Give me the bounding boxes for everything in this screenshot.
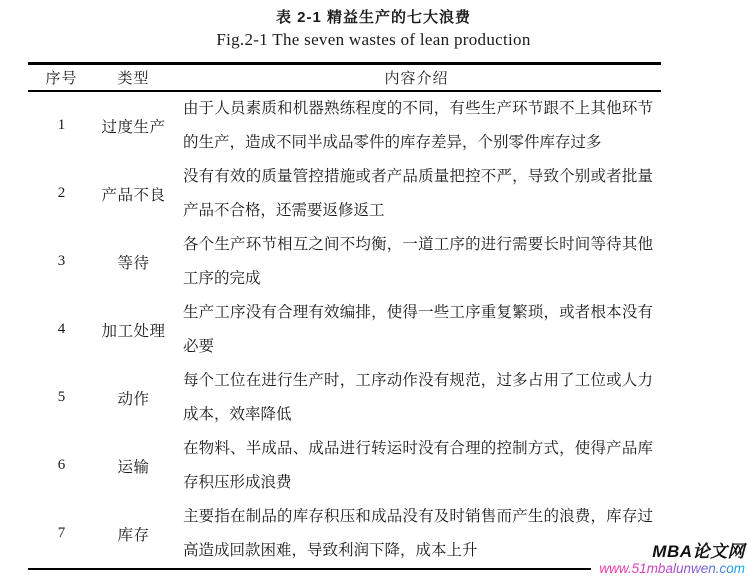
waste-type: 运输	[117, 458, 150, 476]
table-row	[28, 296, 661, 364]
waste-type: 库存	[117, 526, 150, 544]
table-header-row	[28, 64, 661, 91]
table-row	[28, 160, 661, 228]
header-type: 类型	[95, 64, 172, 91]
watermark-site-url: www.51mbalunwen.com	[599, 561, 745, 576]
waste-type: 加工处理	[101, 322, 166, 340]
row-number: 7	[57, 525, 66, 541]
waste-type: 过度生产	[101, 118, 166, 136]
row-number: 5	[57, 389, 66, 405]
waste-description: 各个生产环节相互之间不均衡，一道工序的进行需要长时间等待其他工序的完成	[183, 235, 653, 287]
row-number: 2	[57, 185, 66, 201]
table-row	[28, 91, 661, 160]
table-title-english: Fig.2-1 The seven wastes of lean production	[216, 30, 531, 49]
table-row	[28, 228, 661, 296]
waste-type: 动作	[117, 390, 150, 408]
table-row	[28, 432, 661, 500]
header-description: 内容介绍	[172, 64, 661, 91]
waste-description: 每个工位在进行生产时，工序动作没有规范，过多占用了工位或人力成本，效率降低	[183, 371, 653, 423]
row-number: 1	[57, 117, 66, 133]
waste-description: 主要指在制品的库存积压和成品没有及时销售而产生的浪费，库存过高造成回款困难，导致利润下降，成本上升	[183, 507, 653, 559]
table-row	[28, 364, 661, 432]
seven-wastes-table	[28, 62, 661, 570]
waste-type: 产品不良	[101, 186, 166, 204]
waste-description: 由于人员素质和机器熟练程度的不同，有些生产环节跟不上其他环节的生产，造成不同半成品零件的库存差异，个别零件库存过多	[183, 99, 653, 151]
waste-description: 生产工序没有合理有效编排，使得一些工序重复繁琐，或者根本没有必要	[183, 303, 653, 355]
watermark	[591, 542, 747, 579]
waste-description: 在物料、半成品、成品进行转运时没有合理的控制方式，使得产品库存积压形成浪费	[183, 439, 653, 491]
table-title-chinese: 表 2-1 精益生产的七大浪费	[275, 9, 472, 26]
row-number: 4	[57, 321, 66, 337]
waste-description: 没有有效的质量管控措施或者产品质量把控不严，导致个别或者批量产品不合格，还需要返修返工	[183, 167, 653, 219]
header-serial-number: 序号	[28, 64, 95, 91]
waste-type: 等待	[117, 254, 150, 272]
watermark-site-name: MBA论文网	[652, 542, 745, 561]
row-number: 6	[57, 457, 66, 473]
table-row	[28, 500, 661, 569]
row-number: 3	[57, 253, 66, 269]
